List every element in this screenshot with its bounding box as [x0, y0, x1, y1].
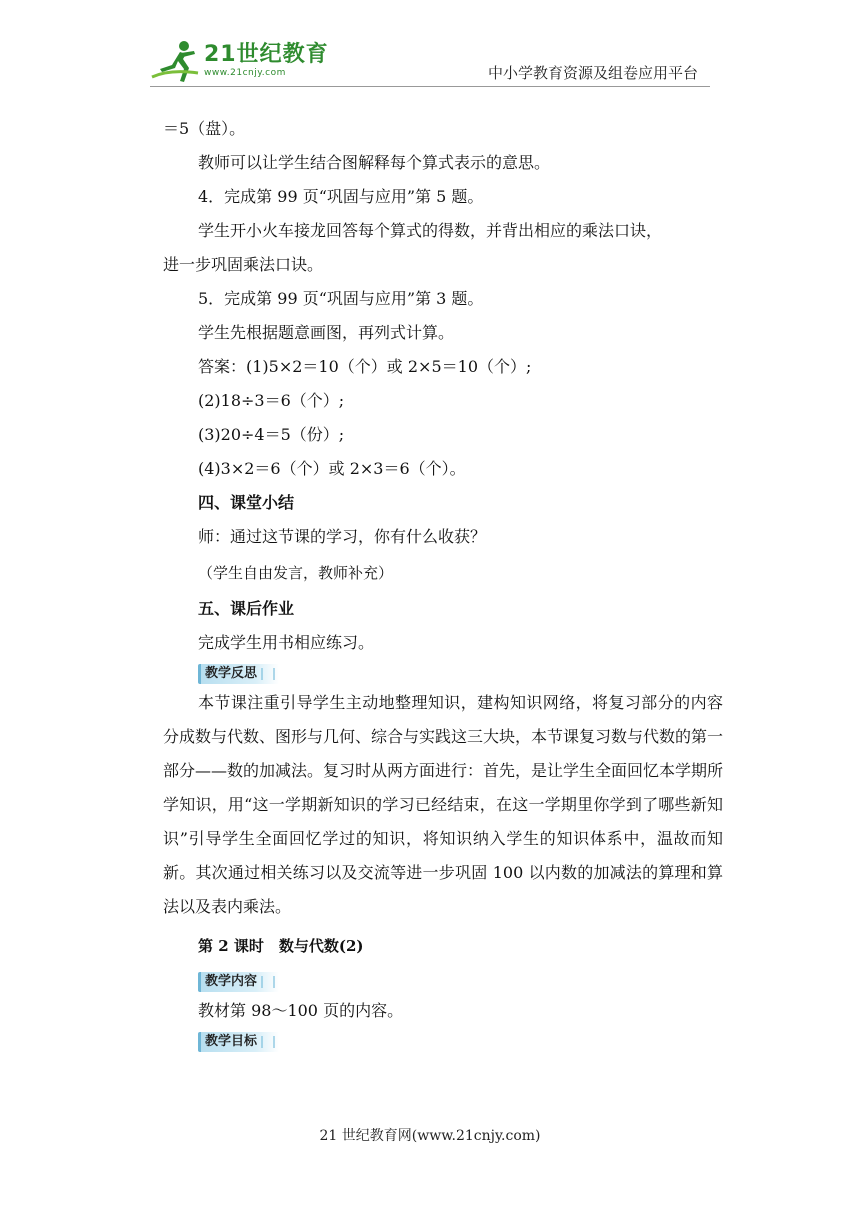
- runner-logo-icon: [150, 39, 202, 83]
- text-line: 教师可以让学生结合图解释每个算式表示的意思。: [198, 153, 551, 172]
- section-heading: 五、课后作业: [198, 599, 295, 618]
- section-badge-content: 教学内容: [198, 972, 279, 992]
- text-line: 师：通过这节课的学习，你有什么收获？: [198, 527, 487, 546]
- page-header: [150, 38, 710, 86]
- section-heading: 四、课堂小结: [198, 493, 295, 512]
- text-line: ＝5（盘）。: [163, 119, 246, 138]
- text-line: 5．完成第 99 页“巩固与应用”第 3 题。: [198, 289, 484, 308]
- document-body: [163, 112, 723, 1054]
- section-badge-goals: 教学目标: [198, 1032, 279, 1052]
- text-line: 4．完成第 99 页“巩固与应用”第 5 题。: [198, 187, 484, 206]
- text-line: （学生自由发言，教师补充）: [198, 564, 394, 582]
- page-footer: 21 世纪教育网(www.21cnjy.com): [319, 1128, 541, 1144]
- answer-line: (3)20÷4＝5（份）;: [198, 425, 345, 444]
- header-divider: [150, 86, 710, 87]
- text-line: 学生先根据题意画图，再列式计算。: [198, 323, 455, 342]
- text-line: 学生开小火车接龙回答每个算式的得数，并背出相应的乘法口诀，: [198, 221, 663, 240]
- answer-line: 答案：(1)5×2＝10（个）或 2×5＝10（个）;: [198, 357, 532, 376]
- site-logo[interactable]: [150, 38, 329, 84]
- platform-name: 中小学教育资源及组卷应用平台: [487, 64, 698, 82]
- answer-line: (4)3×2＝6（个）或 2×3＝6（个）。: [198, 459, 466, 478]
- reflection-paragraph: 本节课注重引导学生主动地整理知识，建构知识网络，将复习部分的内容分成数与代数、图形与几何、综合与实践这三大块，本节课复习数与代数的第一部分——数的加减法。复习时从两方面进行：首先，是让学生全面回忆本学期所学知识，用“这一学期新知识的学习已经结束，在这一学期里你学到了哪些新知识”引导学生全面回忆学过的知识，将知识纳入学生的知识体系中，温故而知新。其次通过相关练习以及交流等进一步巩固 100 以内数的加减法的算理和算法以及表内乘法。: [163, 693, 724, 916]
- logo-url: www.21cnjy.com: [204, 68, 286, 78]
- text-line: 教材第 98～100 页的内容。: [198, 1001, 404, 1020]
- lesson-title: 第 2 课时 数与代数(2): [198, 937, 364, 955]
- answer-line: (2)18÷3＝6（个）;: [198, 391, 345, 410]
- logo-title: 21世纪教育: [204, 42, 329, 67]
- text-line: 进一步巩固乘法口诀。: [163, 255, 324, 274]
- section-badge-reflection: 教学反思: [198, 664, 279, 684]
- text-line: 完成学生用书相应练习。: [198, 633, 375, 652]
